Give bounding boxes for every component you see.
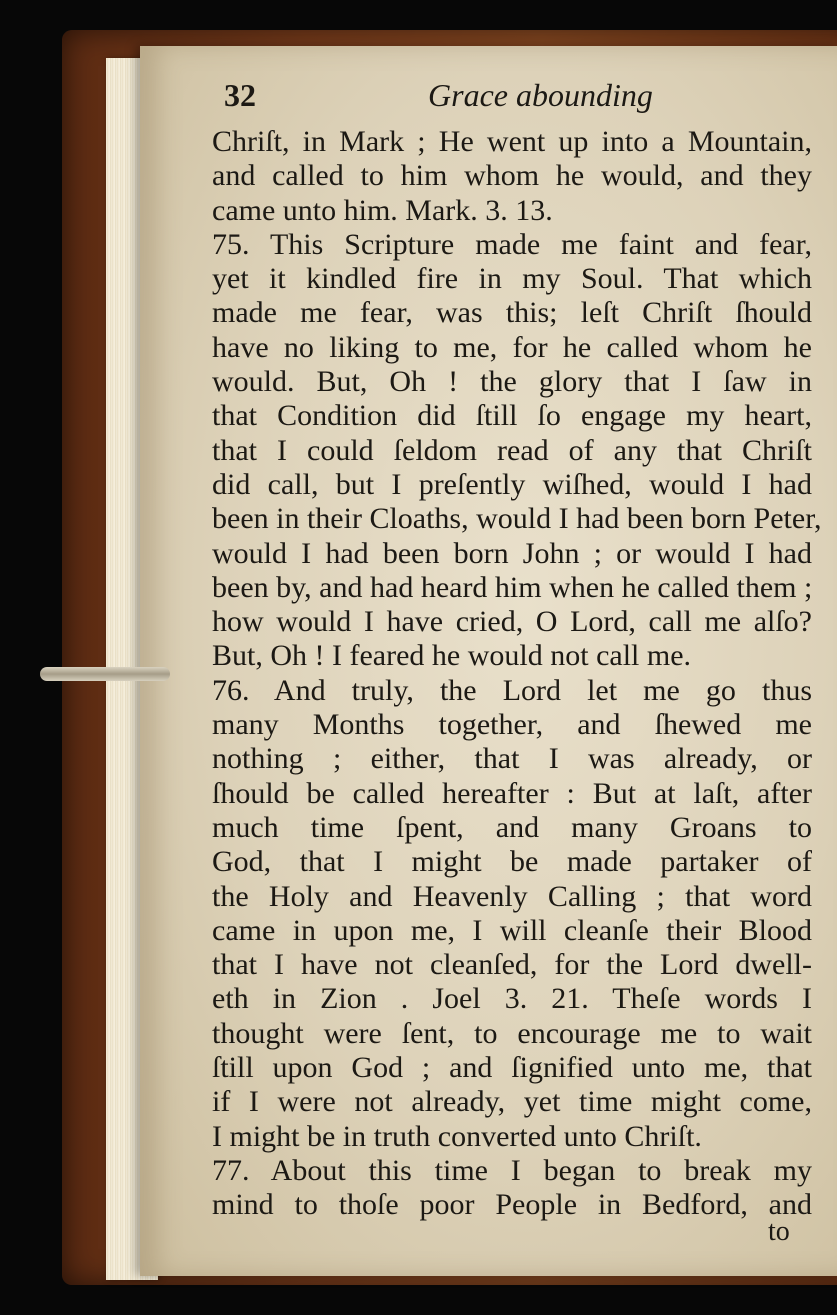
text-line: would. But, Oh ! the glory that I ſaw in bbox=[212, 365, 812, 399]
text-line: God, that I might be made partaker of bbox=[212, 845, 812, 879]
text-line: thought were ſent, to encourage me to wait bbox=[212, 1016, 812, 1050]
text-line: if I were not already, yet time might come, bbox=[212, 1085, 812, 1119]
text-line: that I have not cleanſed, for the Lord dwell- bbox=[212, 948, 812, 982]
text-line: how would I have cried, O Lord, call me alſo? bbox=[212, 605, 812, 639]
text-line: been in their Cloaths, would I had been born Peter, bbox=[212, 502, 822, 536]
text-line: that I could ſeldom read of any that Chriſt bbox=[212, 433, 812, 467]
text-line: ſtill upon God ; and ſignified unto me, that bbox=[212, 1051, 812, 1085]
text-line: 76. And truly, the Lord let me go thus bbox=[212, 673, 812, 707]
text-line: Chriſt, in Mark ; He went up into a Mountain, bbox=[212, 125, 812, 158]
text-line: nothing ; either, that I was already, or bbox=[212, 742, 812, 776]
page-text bbox=[212, 75, 822, 1223]
text-line: 75. This Scripture made me faint and fear, bbox=[212, 227, 812, 261]
text-line: came unto him. Mark. 3. 13. bbox=[212, 193, 553, 227]
text-line: been by, and had heard him when he called them ; bbox=[212, 570, 813, 604]
text-line: many Months together, and ſhewed me bbox=[212, 708, 812, 742]
text-line: ſhould be called hereafter : But at laſt, after bbox=[212, 776, 812, 810]
text-line: and called to him whom he would, and they bbox=[212, 159, 812, 193]
page-number: 32 bbox=[224, 77, 256, 113]
text-line: yet it kindled fire in my Soul. That which bbox=[212, 262, 812, 296]
running-head bbox=[212, 75, 812, 125]
text-line: But, Oh ! I feared he would not call me. bbox=[212, 639, 692, 673]
text-line: did call, but I preſently wiſhed, would I had bbox=[212, 467, 812, 501]
text-line: came in upon me, I will cleanſe their Blood bbox=[212, 913, 812, 947]
text-line: 77. About this time I began to break my bbox=[212, 1153, 812, 1187]
text-line: that Condition did ſtill ſo engage my heart, bbox=[212, 399, 812, 433]
text-line: have no liking to me, for he called whom he bbox=[212, 330, 812, 364]
running-title: Grace abounding bbox=[428, 77, 653, 113]
text-line: made me fear, was this; leſt Chriſt ſhould bbox=[212, 296, 812, 330]
ribbon-tie bbox=[40, 667, 170, 681]
text-line: much time ſpent, and many Groans to bbox=[212, 810, 812, 844]
text-line: I might be in truth converted unto Chriſt. bbox=[212, 1119, 702, 1153]
text-line: mind to thoſe poor People in Bedford, and bbox=[212, 1188, 812, 1222]
text-line: eth in Zion . Joel 3. 21. Theſe words I bbox=[212, 982, 812, 1016]
text-line: the Holy and Heavenly Calling ; that word bbox=[212, 879, 812, 913]
text-line: would I had been born John ; or would I had bbox=[212, 536, 812, 570]
catchword: to bbox=[768, 1216, 790, 1247]
